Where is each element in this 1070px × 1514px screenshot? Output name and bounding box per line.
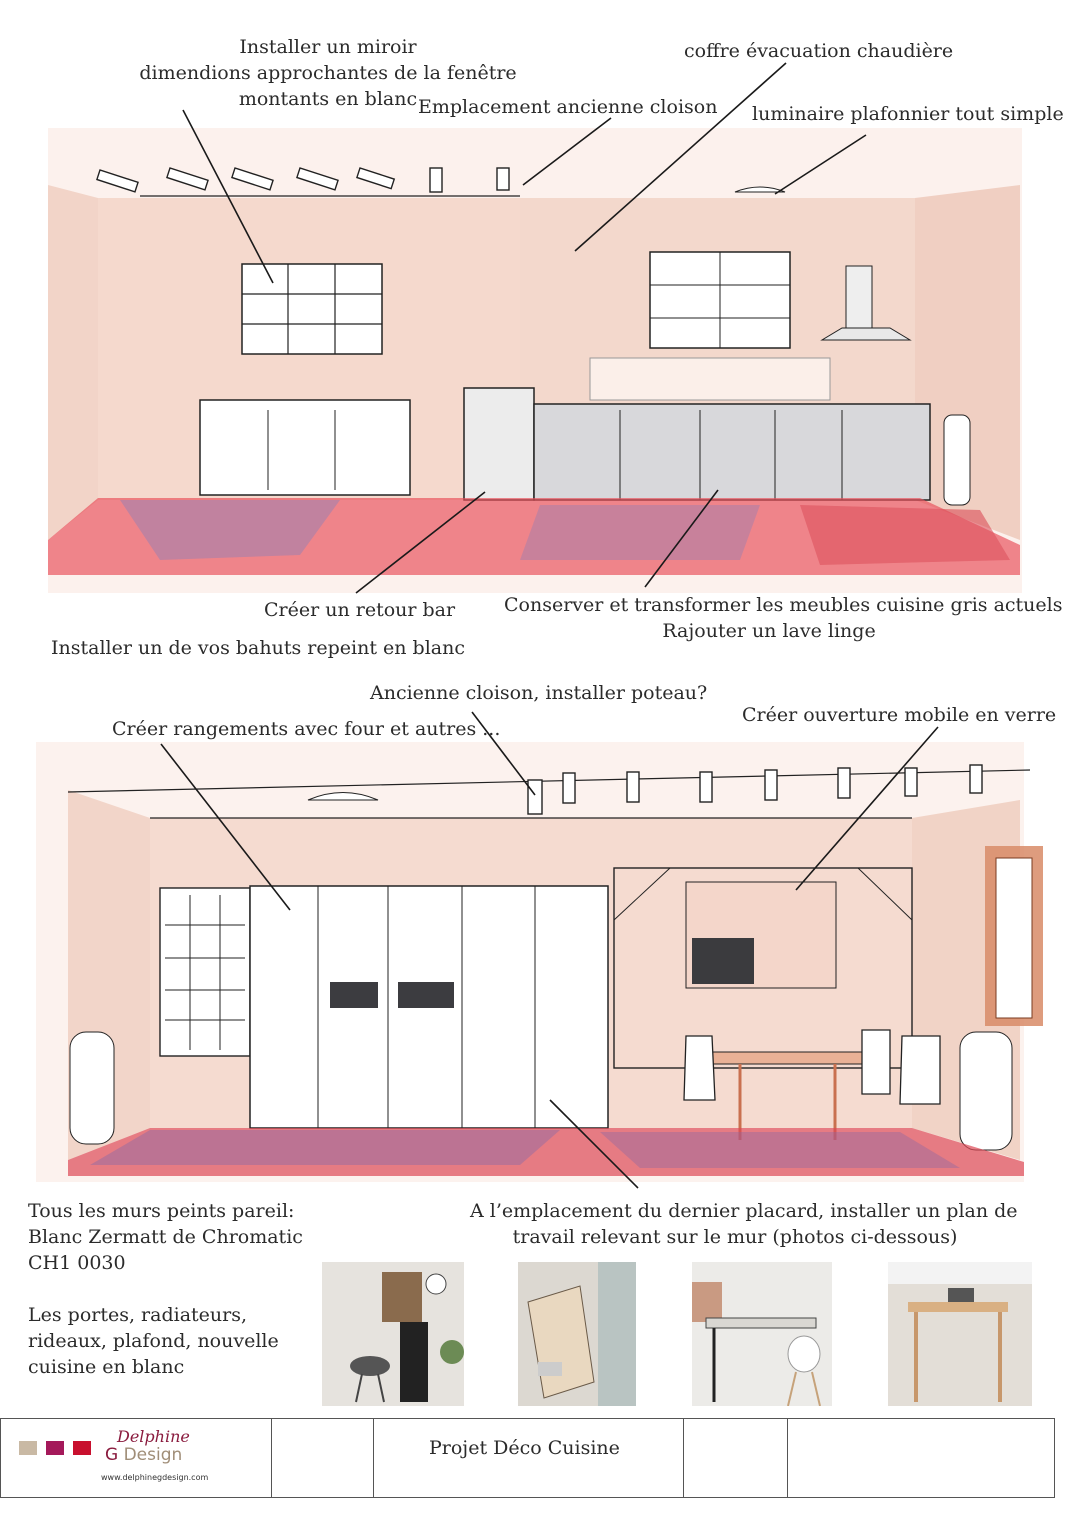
logo-swatch-red	[73, 1441, 91, 1455]
project-title: Projet Déco Cuisine	[429, 1437, 620, 1459]
logo-script: Delphine	[117, 1427, 190, 1446]
logo-swatch-plum	[46, 1441, 64, 1455]
website-url[interactable]: www.delphinegdesign.com	[101, 1473, 209, 1482]
logo-cell	[1, 1419, 272, 1497]
note-old-partition-post: Ancienne cloison, installer poteau?	[370, 682, 708, 704]
photo-folding-table	[518, 1262, 636, 1406]
photo-wood-bar	[888, 1262, 1032, 1406]
note-boiler-flue: coffre évacuation chaudière	[684, 40, 954, 62]
note-storage-oven: Créer rangements avec four et autres ...	[112, 718, 501, 740]
photo-bar-table	[692, 1262, 832, 1406]
logo-swatch-beige	[19, 1441, 37, 1455]
note-old-partition: Emplacement ancienne cloison	[418, 96, 718, 118]
note-grey-units: Conserver et transformer les meubles cuisine gris actuels Rajouter un lave linge	[504, 594, 1063, 642]
note-glass-opening: Créer ouverture mobile en verre	[742, 704, 1057, 726]
title-block	[0, 1418, 1055, 1498]
note-ceiling-light: luminaire plafonnier tout simple	[752, 103, 1064, 125]
project-title-cell	[374, 1419, 684, 1497]
footer-empty-cell-2	[684, 1419, 788, 1497]
logo-wordmark: G Design	[105, 1445, 183, 1465]
note-sideboard: Installer un de vos bahuts repeint en blanc	[51, 637, 465, 659]
note-folding-worktop: A l’emplacement du dernier placard, installer un plan de travail relevant sur le mur (photos ci-dessous)	[470, 1200, 1018, 1248]
footer-empty-cell-3	[788, 1419, 1054, 1497]
note-bar-return: Créer un retour bar	[264, 599, 456, 621]
walls-paint-note: Tous les murs peints pareil: Blanc Zermatt de Chromatic CH1 0030 Les portes, radiateurs, rideaux, plafond, nouvelle cuisine en blanc	[28, 1200, 303, 1378]
footer-empty-cell-1	[272, 1419, 374, 1497]
photo-wall-desk	[322, 1262, 464, 1406]
note-mirror: Installer un miroir dimendions approchantes de la fenêtre montants en blanc	[139, 36, 517, 110]
